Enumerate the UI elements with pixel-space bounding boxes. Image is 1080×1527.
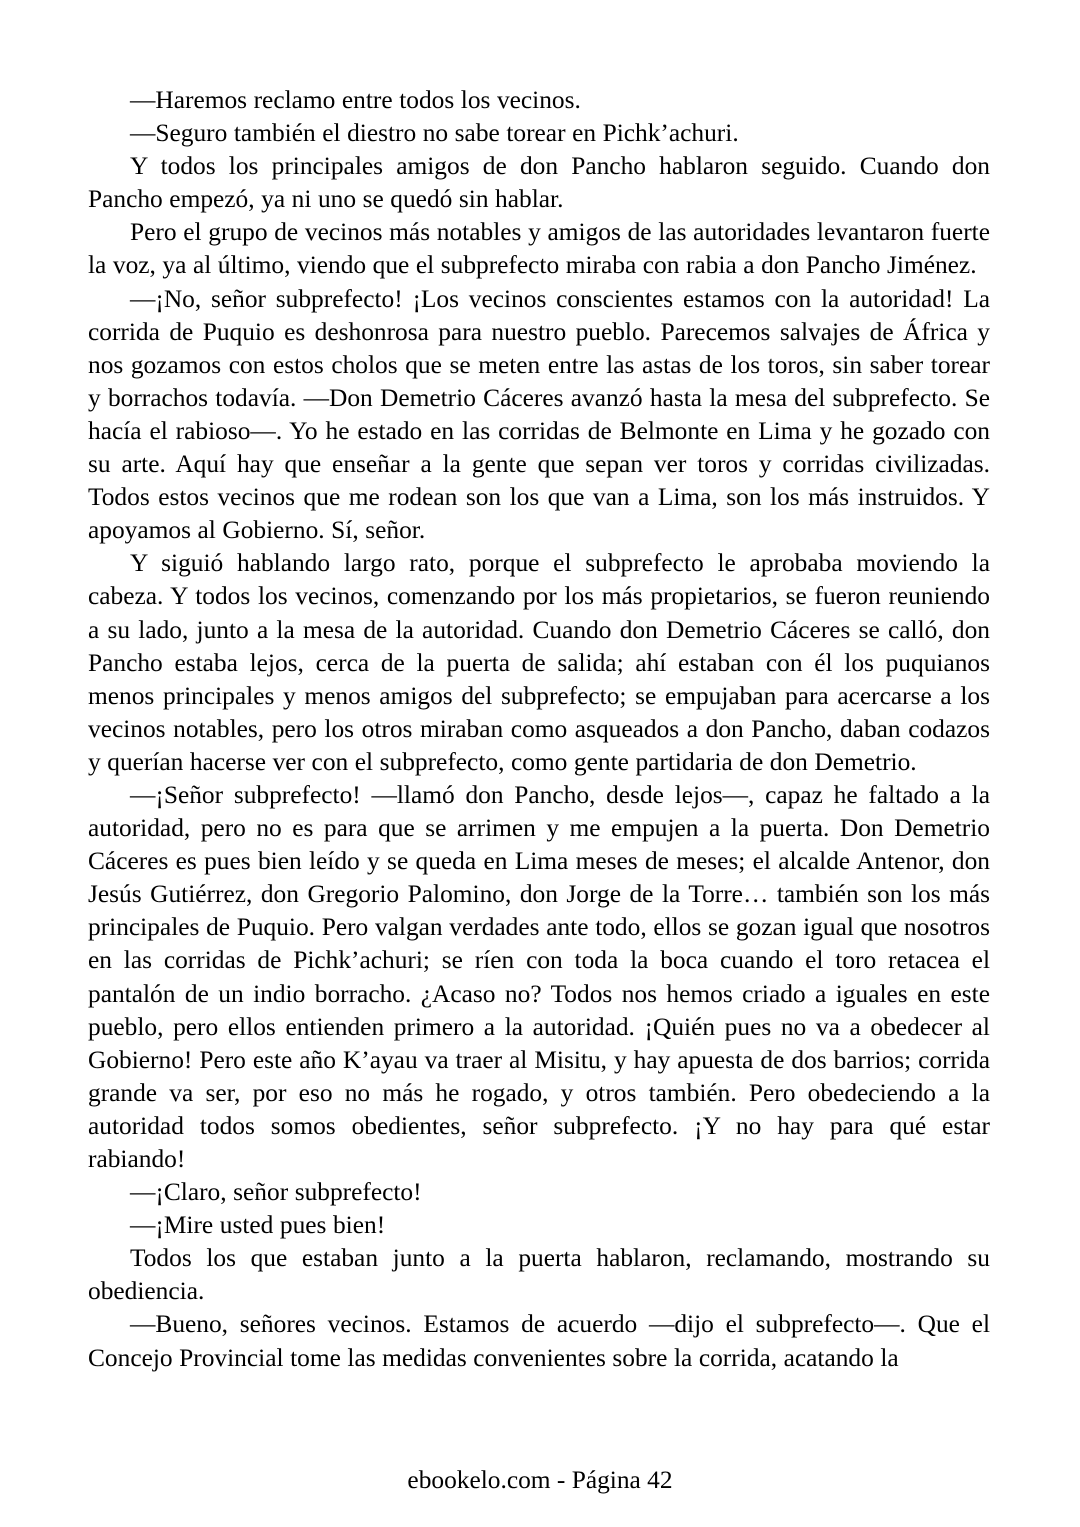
paragraph: Y siguió hablando largo rato, porque el subprefecto le aprobaba moviendo la cabeza. Y todos los vecinos, comenzando por los más propietarios, se fueron reuniendo a su lado, junto a la mesa de la autoridad. Cuando don Demetrio Cáceres se calló, don Pancho estaba lejos, cerca de la puerta de salida; ahí estaban con él los puquianos menos principales y menos amigos del subprefecto; se empujaban para acercarse a los vecinos notables, pero los otros miraban como asqueados a don Pancho, daban codazos y querían hacerse ver con el subprefecto, como gente partidaria de don Demetrio. (88, 549, 990, 776)
paragraph: Todos los que estaban junto a la puerta hablaron, reclamando, mostrando su obediencia. (88, 1244, 990, 1306)
footer-text: ebookelo.com - Página 42 (407, 1466, 673, 1494)
paragraph: Pero el grupo de vecinos más notables y amigos de las autoridades levantaron fuerte la voz, ya al último, viendo que el subprefecto miraba con rabia a don Pancho Jiménez. (88, 218, 990, 280)
paragraph: Y todos los principales amigos de don Pancho hablaron seguido. Cuando don Pancho empezó, ya ni uno se quedó sin hablar. (88, 152, 990, 214)
paragraph: —¡Mire usted pues bien! (130, 1211, 386, 1240)
paragraph: —Bueno, señores vecinos. Estamos de acuerdo —dijo el subprefecto—. Que el Concejo Provincial tome las medidas convenientes sobre la corrida, acatando la (88, 1310, 990, 1372)
page-text-column (88, 84, 990, 1375)
paragraph: —¡Claro, señor subprefecto! (130, 1178, 422, 1207)
paragraph: —¡No, señor subprefecto! ¡Los vecinos conscientes estamos con la autoridad! La corrida de Puquio es deshonrosa para nuestro pueblo. Parecemos salvajes de África y nos gozamos con estos cholos que se meten entre las astas de los toros, sin saber torear y borrachos todavía. —Don Demetrio Cáceres avanzó hasta la mesa del subprefecto. Se hacía el rabioso—. Yo he estado en las corridas de Belmonte en Lima y he gozado con su arte. Aquí hay que enseñar a la gente que sepan ver toros y corridas civilizadas. Todos estos vecinos que me rodean son los que van a Lima, son los más instruidos. Y apoyamos al Gobierno. Sí, señor. (88, 284, 990, 545)
page-footer (0, 1465, 1080, 1495)
paragraph: —Seguro también el diestro no sabe torear en Pichk’achuri. (130, 119, 739, 148)
paragraph: —Haremos reclamo entre todos los vecinos. (130, 86, 581, 114)
paragraph: —¡Señor subprefecto! —llamó don Pancho, desde lejos—, capaz he faltado a la autoridad, pero no es para que se arrimen y me empujen a la puerta. Don Demetrio Cáceres es pues bien leído y se queda en Lima meses de meses; el alcalde Antenor, don Jesús Gutiérrez, don Gregorio Palomino, don Jorge de la Torre… también son los más principales de Puquio. Pero valgan verdades ante todo, ellos se gozan igual que nosotros en las corridas de Pichk’achuri; se ríen con toda la boca cuando el toro retacea el pantalón de un indio borracho. ¿Acaso no? Todos nos hemos criado a iguales en este pueblo, pero ellos entienden primero a la autoridad. ¡Quién pues no va a obedecer al Gobierno! Pero este año K’ayau va traer al Misitu, y hay apuesta de dos barrios; corrida grande va ser, por eso no más he rogado, y otros también. Pero obedeciendo a la autoridad todos somos obedientes, señor subprefecto. ¡Y no hay para qué estar rabiando! (88, 780, 990, 1173)
